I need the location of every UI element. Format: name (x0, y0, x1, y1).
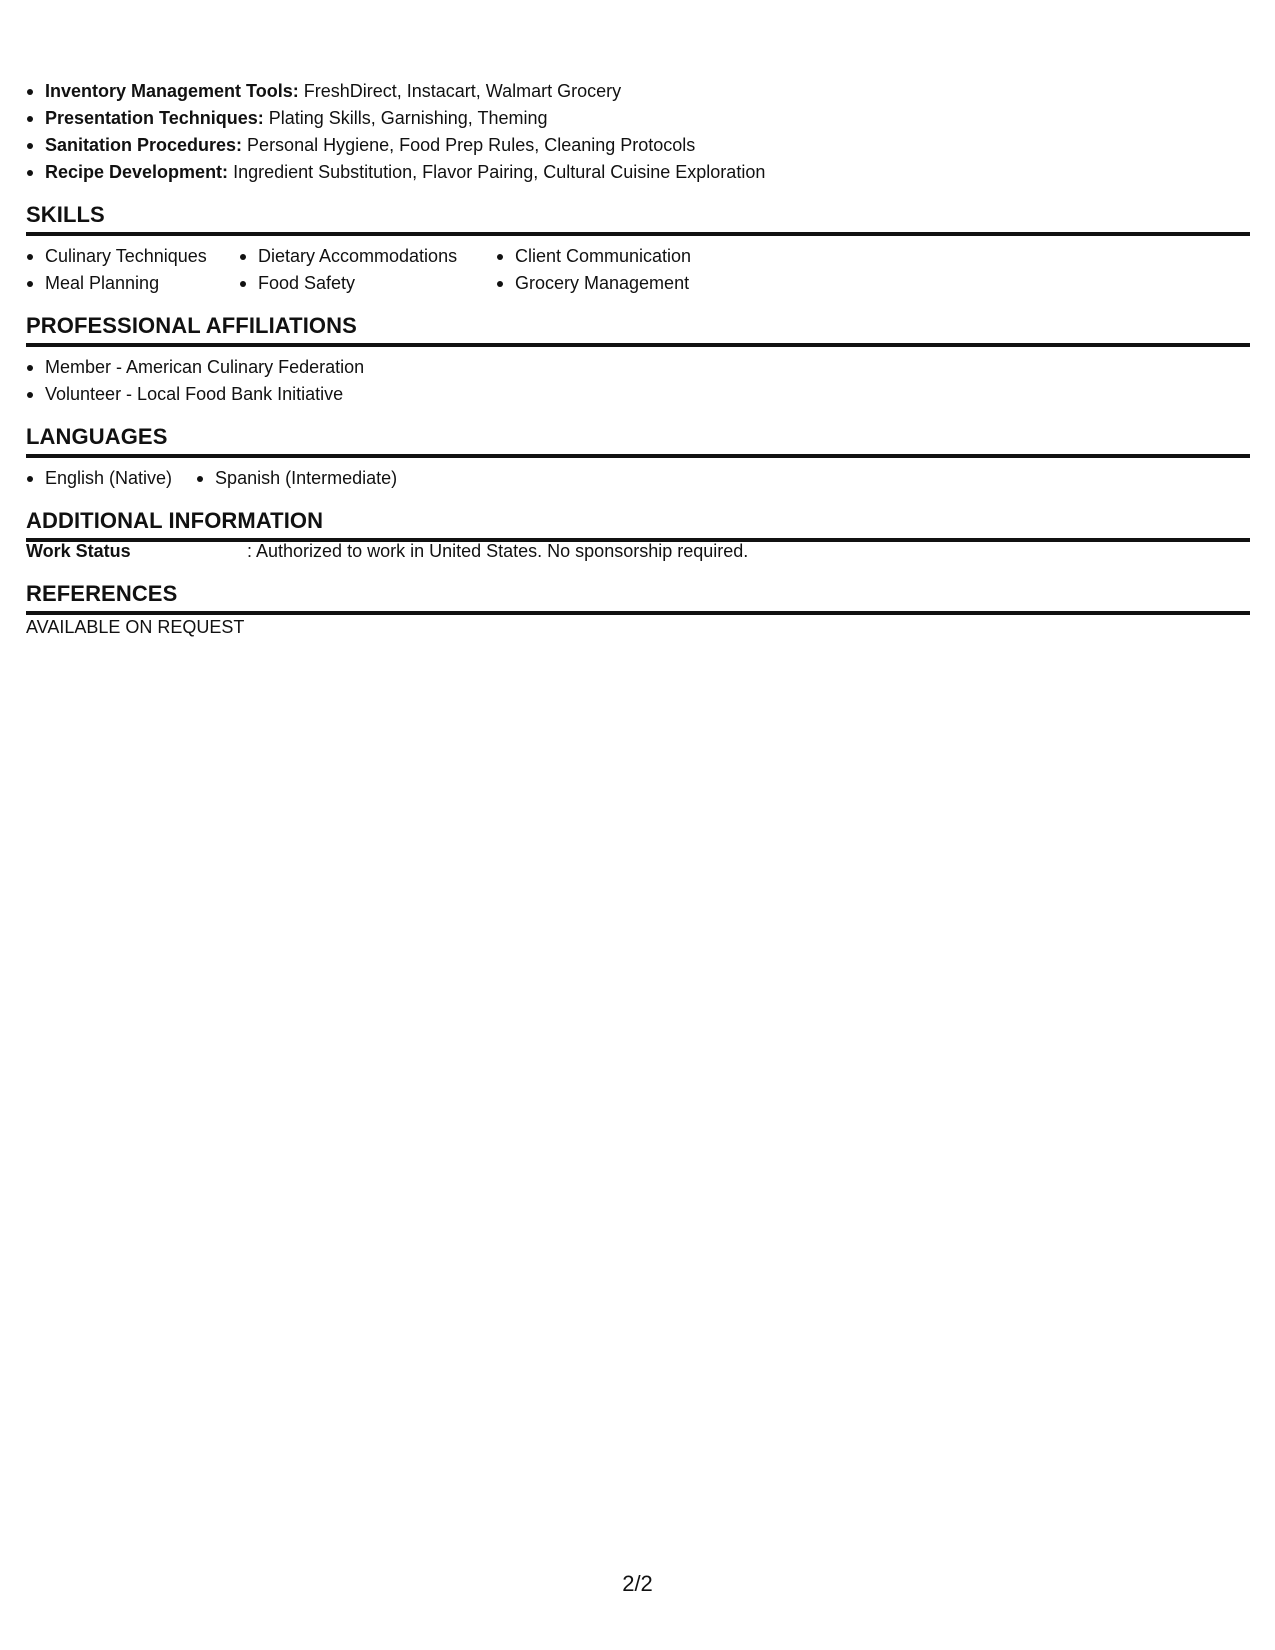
list-item-text: Ingredient Substitution, Flavor Pairing, Cultural Cuisine Exploration (228, 162, 766, 182)
section-title-skills: SKILLS (26, 201, 1250, 236)
page-number: 2/2 (622, 1571, 653, 1596)
skills-column (26, 243, 239, 297)
languages-section (26, 423, 1250, 492)
skill-item: Client Communication (496, 243, 756, 270)
resume-page (26, 78, 1250, 641)
work-status-value: : Authorized to work in United States. No sponsorship required. (247, 541, 749, 561)
section-title-additional-info: ADDITIONAL INFORMATION (26, 507, 1250, 542)
section-title-languages: LANGUAGES (26, 423, 1250, 458)
additional-info-section (26, 507, 1250, 565)
work-status-label: Work Status (26, 541, 131, 561)
skill-item: Grocery Management (496, 270, 756, 297)
languages-list (26, 465, 1250, 492)
list-item-label: Presentation Techniques: (45, 108, 264, 128)
affiliation-item: Volunteer - Local Food Bank Initiative (26, 381, 1250, 408)
list-item-text: Personal Hygiene, Food Prep Rules, Cleaning Protocols (242, 135, 696, 155)
skills-column (496, 243, 756, 297)
list-item-text: FreshDirect, Instacart, Walmart Grocery (298, 81, 622, 101)
references-text: AVAILABLE ON REQUEST (26, 617, 245, 637)
list-item (26, 132, 1250, 159)
list-item (26, 105, 1250, 132)
technical-skills-list (26, 78, 1250, 186)
affiliations-list (26, 354, 1250, 408)
skills-columns (26, 243, 1250, 297)
list-item (26, 159, 1250, 186)
skill-item: Food Safety (239, 270, 496, 297)
list-item-text: Plating Skills, Garnishing, Theming (263, 108, 548, 128)
work-status-row (26, 538, 1250, 565)
references-section (26, 580, 1250, 641)
affiliations-section (26, 312, 1250, 408)
list-item-label: Inventory Management Tools: (45, 81, 299, 101)
skill-item: Meal Planning (26, 270, 239, 297)
skills-section (26, 201, 1250, 297)
section-title-references: REFERENCES (26, 580, 1250, 615)
skill-item: Dietary Accommodations (239, 243, 496, 270)
list-item-label: Sanitation Procedures: (45, 135, 243, 155)
list-item-label: Recipe Development: (45, 162, 229, 182)
skills-column (239, 243, 496, 297)
section-title-affiliations: PROFESSIONAL AFFILIATIONS (26, 312, 1250, 347)
language-item: English (Native) (26, 465, 172, 492)
affiliation-item: Member - American Culinary Federation (26, 354, 1250, 381)
skill-item: Culinary Techniques (26, 243, 239, 270)
list-item (26, 78, 1250, 105)
language-item: Spanish (Intermediate) (196, 465, 397, 492)
